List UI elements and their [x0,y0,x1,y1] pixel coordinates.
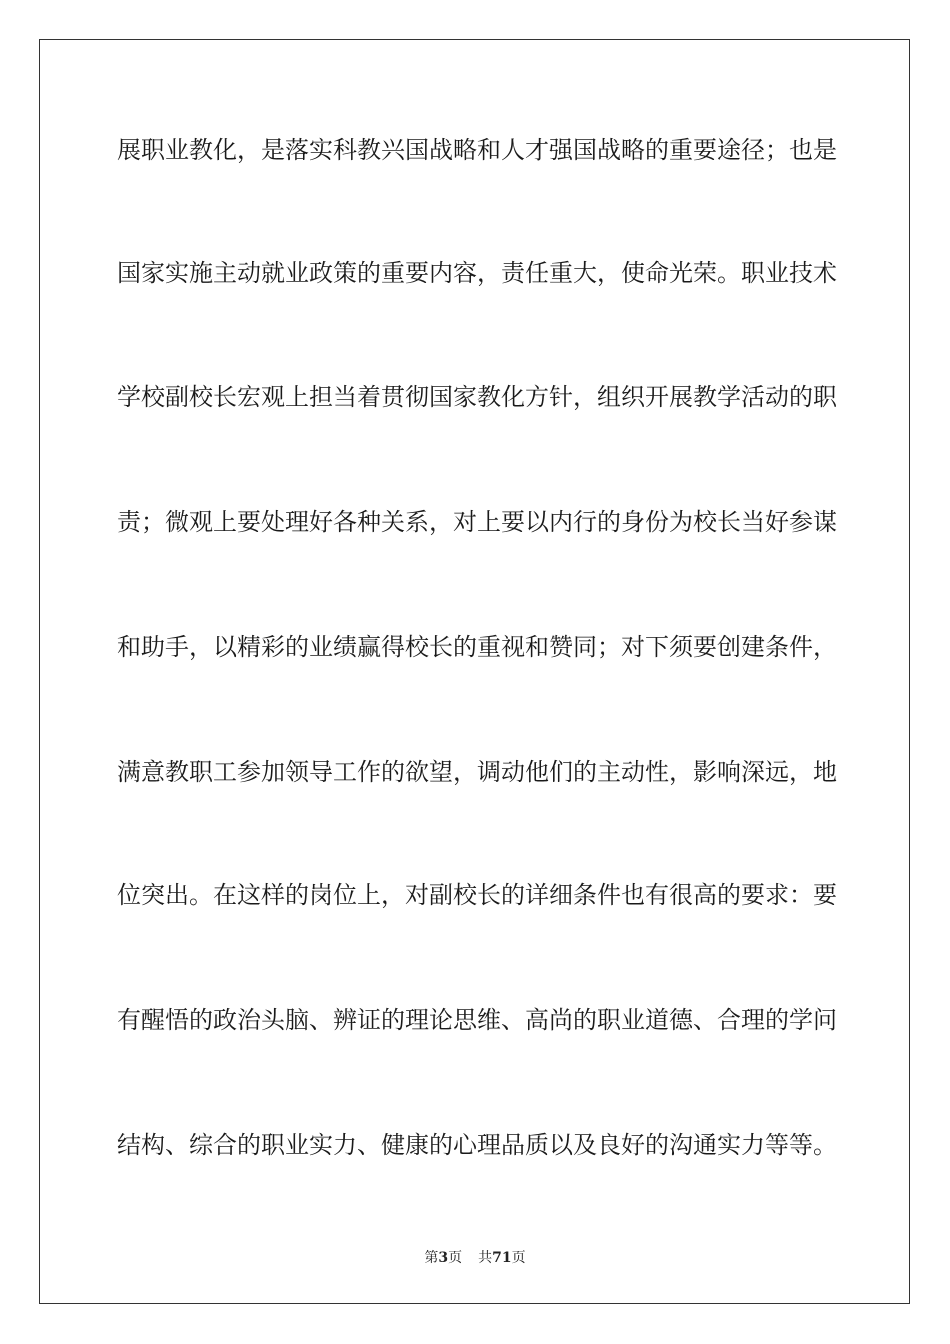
body-text-line-2: 国家实施主动就业政策的重要内容，责任重大，使命光荣。职业技术 [117,259,837,287]
page-footer [0,1246,950,1270]
body-text-line-4: 责；微观上要处理好各种关系，对上要以内行的身份为校长当好参谋 [117,508,837,536]
footer-page-suffix: 页 [448,1250,463,1266]
body-text-line-8: 有醒悟的政治头脑、辨证的理论思维、高尚的职业道德、合理的学问 [117,1006,837,1034]
body-text-line-3: 学校副校长宏观上担当着贯彻国家教化方针，组织开展教学活动的职 [117,383,837,411]
page-border [39,39,910,1304]
footer-page-prefix: 第 [424,1250,439,1266]
body-text-line-1: 展职业教化，是落实科教兴国战略和人才强国战略的重要途径；也是 [117,136,837,164]
footer-total-pages: 71 [492,1250,512,1266]
footer-page-number: 3 [438,1250,449,1266]
footer-total-suffix: 页 [511,1250,526,1266]
body-text-line-6: 满意教职工参加领导工作的欲望，调动他们的主动性，影响深远，地 [117,758,837,786]
body-text-line-5: 和助手，以精彩的业绩赢得校长的重视和赞同；对下须要创建条件， [117,633,837,661]
body-text-line-9: 结构、综合的职业实力、健康的心理品质以及良好的沟通实力等等。 [117,1131,837,1159]
body-text-line-7: 位突出。在这样的岗位上，对副校长的详细条件也有很高的要求：要 [117,881,837,909]
footer-total-prefix: 共 [478,1250,493,1266]
